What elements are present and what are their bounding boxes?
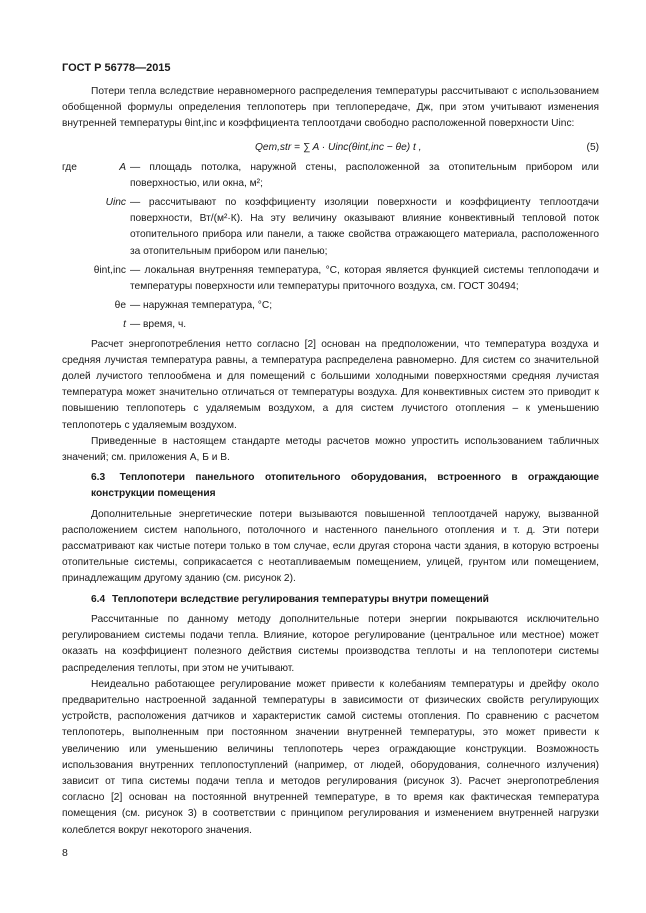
definition-Uinc <box>62 195 599 260</box>
page-number: 8 <box>62 847 68 859</box>
section-heading-6-3 <box>62 470 599 502</box>
definition-A <box>62 160 599 192</box>
formula-expression: Qem,str = ∑ A · Uinc(θint,inc − θe) t , <box>255 141 422 153</box>
definition-theta-int <box>62 263 599 295</box>
section-number: 6.4 <box>91 593 106 605</box>
definition-symbol: θe <box>114 300 126 312</box>
section-heading-6-4 <box>62 592 599 608</box>
document-header: ГОСТ Р 56778—2015 <box>62 62 171 74</box>
paragraph: Рассчитанные по данному методу дополнительные потери энергии покрываются исключительно регулированием системы подачи тепла. Влияние, которое регулирование (центральное или местное) может оказать на коэффициент полезного действия системы производства теплоты и на теплопотери системы распределения теплоты, при этом не учитывают. <box>62 613 599 674</box>
page-body <box>62 84 599 839</box>
intro-paragraph: Потери тепла вследствие неравномерного распределения температуры рассчитывают с использованием обобщенной формулы определения теплопотерь при теплопередаче, Дж, при этом учитывают изменения внутренней температуры θint,inc и коэффициента теплоотдачи свободно расположенной поверхности Uinc: <box>62 86 599 130</box>
paragraph: Неидеально работающее регулирование может привести к колебаниям температуры и дрейфу около предварительно настроенной заданной температуры в зависимости от физических свойств регулирующих устройств, расположения датчиков и характеристик самой системы отопления. По сравнению с расчетом теплопотерь, выполненным при постоянном значении внутренней температуры, это может привести к увеличению или уменьшению величины теплопотерь через ограждающие конструкции. Возможность использования внутренних теплопоступлений (например, от людей, оборудования, солнечного излучения) зависит от типа системы подачи тепла и методов регулирования (рисунок 3). Расчет энергопотребления согласно [2] основан на постоянной внутренней температуре, в то время как фактическая температура помещения (см. рисунок 3) в соответствии с принципом регулирования и изменением внутренней нагрузки колеблется вокруг некоторого значения. <box>62 678 599 836</box>
definition-symbol: Uinc <box>105 197 126 209</box>
formula-5 <box>62 136 599 160</box>
definition-text: — рассчитывают по коэффициенту изоляции поверхности и коэффициенту теплоотдачи поверхности, Вт/(м²·К). На эту величину оказывают влияние конвективный тепловой поток отопительного прибора или панели, а также свойства отражающего материала, расположенного за отопительным прибором или панелью; <box>130 197 599 257</box>
section-number: 6.3 <box>91 472 106 484</box>
paragraph: Приведенные в настоящем стандарте методы расчетов можно упростить использованием табличных значений; см. приложения А, Б и В. <box>62 435 599 464</box>
definition-text: — наружная температура, °С; <box>130 300 273 312</box>
formula-number: (5) <box>586 141 599 153</box>
section-title: Теплопотери вследствие регулирования температуры внутри помещений <box>112 593 489 605</box>
definition-text: — площадь потолка, наружной стены, расположенной за отопительным прибором или поверхностью, или окна, м²; <box>130 161 599 189</box>
definition-symbol: A <box>119 161 126 173</box>
definition-symbol: t <box>123 319 126 331</box>
definition-text: — локальная внутренняя температура, °С, которая является функцией системы теплоподачи и температуры поверхности или температуры приточного воздуха, см. ГОСТ 30494; <box>130 264 599 293</box>
definition-t <box>62 317 599 333</box>
paragraph: Расчет энергопотребления нетто согласно [2] основан на предположении, что температура воздуха и средняя лучистая температура равны, а температура распределена равномерно. Для систем со значительной долей лучистого теплообмена и для помещений с большими холодными поверхностями средняя лучистая температура может значительно отличаться от температуры воздуха. Для конвективных систем это приводит к повышению теплопотерь с удаляемым воздухом, а для систем лучистого отопления – к уменьшению теплопотерь с удаляемым воздухом. <box>62 338 599 431</box>
definition-lead: где <box>62 161 77 173</box>
paragraph: Дополнительные энергетические потери вызываются повышенной теплоотдачей наружу, вызванной расположением систем напольного, потолочного и настенного панельного отопления и т. д. Эти потери рассматривают как чистые потери только в том случае, если другая сторона части здания, в которую встроены отопительные системы, соприкасается с неотапливаемым помещением, улицей, грунтом или помещением, принадлежащим другому зданию (см. рисунок 2). <box>62 508 599 585</box>
definition-text: — время, ч. <box>130 319 187 331</box>
section-title: Теплопотери панельного отопительного оборудования, встроенного в ограждающие конструкции помещения <box>91 472 599 500</box>
definition-symbol: θint,inc <box>93 264 126 276</box>
definition-theta-e <box>62 298 599 314</box>
